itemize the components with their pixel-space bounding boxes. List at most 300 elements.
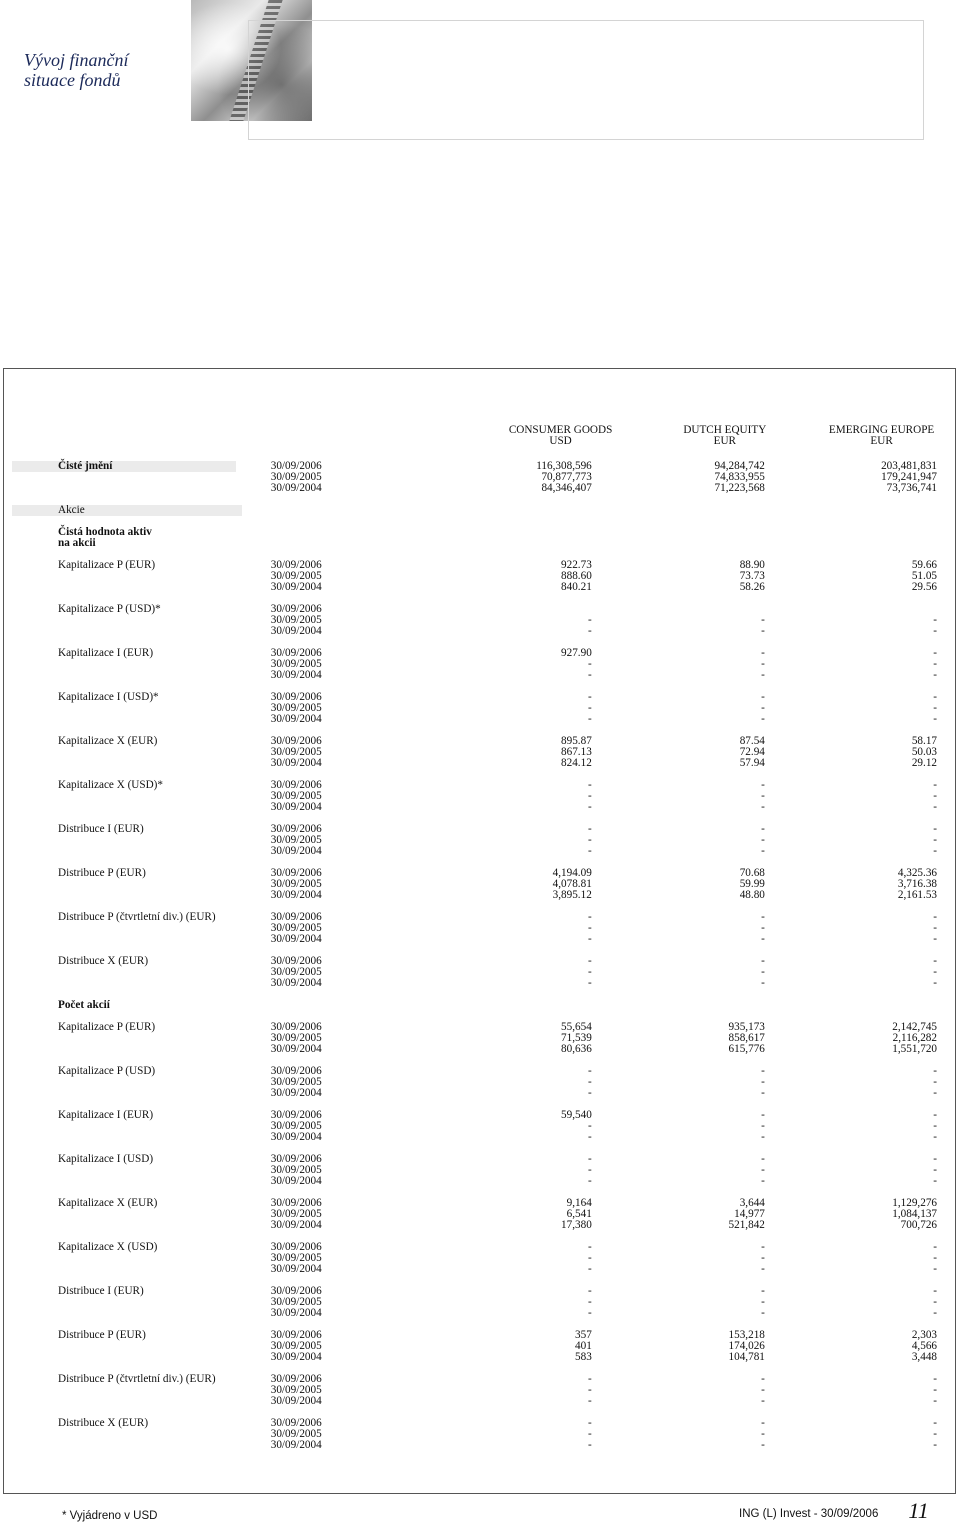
value-cell: 1,084,137 xyxy=(892,1208,937,1220)
page-title-line2: situace fondů xyxy=(24,70,121,90)
table-row xyxy=(12,1374,937,1385)
table-row xyxy=(12,868,937,879)
date-cell: 30/09/2005 xyxy=(270,658,322,670)
value-cell: - xyxy=(933,1307,937,1319)
value-cell: - xyxy=(933,669,937,681)
table-row xyxy=(12,747,937,758)
date-cell: 30/09/2004 xyxy=(270,757,322,769)
value-cell: - xyxy=(933,955,937,967)
value-cell: - xyxy=(761,1109,765,1121)
date-cell: 30/09/2006 xyxy=(270,1329,322,1341)
date-cell: 30/09/2004 xyxy=(270,801,322,813)
value-cell: 4,325.36 xyxy=(897,867,937,879)
value-cell: 4,194.09 xyxy=(552,867,592,879)
value-cell: - xyxy=(588,933,592,945)
value-cell: 57.94 xyxy=(739,757,765,769)
date-cell: 30/09/2006 xyxy=(270,867,322,879)
value-cell: 9,164 xyxy=(566,1197,592,1209)
value-cell: - xyxy=(761,955,765,967)
table-row xyxy=(12,604,937,615)
value-cell: - xyxy=(588,1131,592,1143)
table-row xyxy=(12,1088,937,1099)
date-cell: 30/09/2005 xyxy=(270,1164,322,1176)
row-label: Distribuce P (čtvrtletní div.) (EUR) xyxy=(58,911,216,923)
value-cell: 840.21 xyxy=(561,581,592,593)
value-cell: - xyxy=(933,1384,937,1396)
value-cell: - xyxy=(588,1428,592,1440)
value-cell: - xyxy=(761,1065,765,1077)
value-cell: 59.99 xyxy=(739,878,765,890)
value-cell: - xyxy=(588,911,592,923)
value-cell: 17,380 xyxy=(561,1219,592,1231)
value-cell: - xyxy=(933,1252,937,1264)
value-cell: - xyxy=(933,1263,937,1275)
column-header: EMERGING EUROPE xyxy=(828,424,935,436)
table-row xyxy=(12,1077,937,1088)
value-cell: 80,636 xyxy=(561,1043,592,1055)
value-cell: 59,540 xyxy=(561,1109,592,1121)
value-cell: 3,716.38 xyxy=(897,878,937,890)
value-cell: - xyxy=(933,625,937,637)
value-cell: - xyxy=(588,1263,592,1275)
date-cell: 30/09/2004 xyxy=(270,977,322,989)
value-cell: 6,541 xyxy=(566,1208,592,1220)
value-cell: 84,346,407 xyxy=(541,482,592,494)
value-cell: - xyxy=(933,779,937,791)
value-cell: - xyxy=(588,977,592,989)
value-cell: - xyxy=(588,1241,592,1253)
value-cell: - xyxy=(588,1395,592,1407)
value-cell: - xyxy=(933,823,937,835)
count-section xyxy=(12,1022,937,1451)
column-currency: USD xyxy=(549,435,572,447)
value-cell: - xyxy=(933,1439,937,1451)
value-cell: - xyxy=(761,1263,765,1275)
date-cell: 30/09/2004 xyxy=(270,1175,322,1187)
date-cell: 30/09/2004 xyxy=(270,669,322,681)
date-cell: 30/09/2004 xyxy=(270,1219,322,1231)
table-row xyxy=(12,1308,937,1319)
row-label: Kapitalizace X (EUR) xyxy=(58,735,158,747)
value-cell: 29.56 xyxy=(911,581,937,593)
value-cell: - xyxy=(933,1087,937,1099)
table-row xyxy=(12,472,937,483)
date-cell: 30/09/2004 xyxy=(270,625,322,637)
table-row xyxy=(12,1132,937,1143)
value-cell: - xyxy=(761,1296,765,1308)
table-row xyxy=(12,626,937,637)
value-cell: 1,551,720 xyxy=(892,1043,937,1055)
count-label: Počet akcií xyxy=(58,999,110,1011)
value-cell: 73,736,741 xyxy=(886,482,937,494)
date-cell: 30/09/2004 xyxy=(270,1351,322,1363)
value-cell: - xyxy=(933,658,937,670)
value-cell: - xyxy=(761,834,765,846)
value-cell xyxy=(592,604,765,615)
value-cell: - xyxy=(761,1373,765,1385)
value-cell: - xyxy=(761,779,765,791)
value-cell: - xyxy=(933,801,937,813)
value-cell: - xyxy=(588,1164,592,1176)
table-row xyxy=(12,692,937,703)
value-cell: - xyxy=(761,845,765,857)
value-cell xyxy=(765,604,937,615)
column-header: DUTCH EQUITY xyxy=(683,424,767,436)
date-cell: 30/09/2005 xyxy=(270,1252,322,1264)
value-cell: - xyxy=(588,922,592,934)
table-row xyxy=(12,1066,937,1077)
value-cell: 357 xyxy=(575,1329,592,1341)
value-cell: 153,218 xyxy=(728,1329,765,1341)
value-cell: - xyxy=(761,790,765,802)
date-cell: 30/09/2006 xyxy=(270,735,322,747)
value-cell: 4,078.81 xyxy=(552,878,592,890)
value-cell: 73.73 xyxy=(739,570,765,582)
date-cell: 30/09/2006 xyxy=(270,1241,322,1253)
count-heading xyxy=(12,1000,937,1011)
header-box xyxy=(248,20,924,140)
footnote: * Vyjádreno v USD xyxy=(62,1510,158,1522)
value-cell: - xyxy=(761,1439,765,1451)
date-cell: 30/09/2005 xyxy=(270,1120,322,1132)
value-cell: - xyxy=(588,658,592,670)
date-cell: 30/09/2005 xyxy=(270,570,322,582)
value-cell: 29.12 xyxy=(911,757,937,769)
table-row xyxy=(12,1341,937,1352)
value-cell: 203,481,831 xyxy=(881,460,937,472)
table-row xyxy=(12,714,937,725)
value-cell: 867.13 xyxy=(561,746,592,758)
value-cell: - xyxy=(933,647,937,659)
value-cell: - xyxy=(588,1252,592,1264)
table-row xyxy=(12,659,937,670)
date-cell: 30/09/2004 xyxy=(270,1043,322,1055)
table-row xyxy=(12,615,937,626)
value-cell: - xyxy=(588,1175,592,1187)
column-header: CONSUMER GOODS xyxy=(508,424,613,436)
value-cell: - xyxy=(761,1164,765,1176)
table-row xyxy=(12,1220,937,1231)
value-cell: - xyxy=(588,1439,592,1451)
date-cell: 30/09/2004 xyxy=(270,1087,322,1099)
table-row xyxy=(12,824,937,835)
value-cell: - xyxy=(933,1241,937,1253)
value-cell: - xyxy=(761,702,765,714)
value-cell: 4,566 xyxy=(911,1340,937,1352)
value-cell: 55,654 xyxy=(561,1021,592,1033)
table-row xyxy=(12,912,937,923)
shares-label: Akcie xyxy=(12,505,242,516)
column-header-names xyxy=(12,425,937,436)
value-cell: - xyxy=(933,1076,937,1088)
row-label: Kapitalizace I (EUR) xyxy=(58,647,154,659)
value-cell: - xyxy=(933,790,937,802)
value-cell: - xyxy=(933,1285,937,1297)
value-cell: - xyxy=(588,669,592,681)
table-row xyxy=(12,461,937,472)
table-row xyxy=(12,1121,937,1132)
value-cell: 2,116,282 xyxy=(892,1032,937,1044)
date-cell: 30/09/2005 xyxy=(270,702,322,714)
table-row xyxy=(12,1330,937,1341)
value-cell: - xyxy=(588,801,592,813)
value-cell: 700,726 xyxy=(900,1219,937,1231)
value-cell: - xyxy=(933,1373,937,1385)
page-number: 11 xyxy=(908,1498,929,1523)
value-cell: - xyxy=(761,1252,765,1264)
value-cell: - xyxy=(933,977,937,989)
value-cell: - xyxy=(761,1175,765,1187)
value-cell: 3,895.12 xyxy=(552,889,592,901)
table-row xyxy=(12,1198,937,1209)
value-cell: 927.90 xyxy=(561,647,592,659)
table-row xyxy=(12,736,937,747)
value-cell: 935,173 xyxy=(728,1021,765,1033)
date-cell: 30/09/2006 xyxy=(270,1109,322,1121)
value-cell: - xyxy=(933,1296,937,1308)
fund-table xyxy=(12,425,937,1451)
page-title-line1: Vývoj finanční xyxy=(24,50,129,70)
table-row xyxy=(12,791,937,802)
table-row xyxy=(12,846,937,857)
date-cell: 30/09/2006 xyxy=(270,1417,322,1429)
value-cell: 104,781 xyxy=(728,1351,765,1363)
value-cell: 71,223,568 xyxy=(714,482,765,494)
table-row xyxy=(12,923,937,934)
table-row xyxy=(12,1440,937,1451)
table-row xyxy=(12,1033,937,1044)
table-row xyxy=(12,1209,937,1220)
date-cell: 30/09/2006 xyxy=(270,1065,322,1077)
table-row xyxy=(12,835,937,846)
date-cell: 30/09/2005 xyxy=(270,1428,322,1440)
row-label: Kapitalizace P (EUR) xyxy=(58,1021,156,1033)
value-cell: - xyxy=(933,691,937,703)
table-row xyxy=(12,780,937,791)
table-row xyxy=(12,1264,937,1275)
value-cell: - xyxy=(761,625,765,637)
value-cell: - xyxy=(588,1076,592,1088)
value-cell: - xyxy=(761,911,765,923)
row-label: Kapitalizace X (USD)* xyxy=(58,779,163,791)
value-cell: - xyxy=(933,1164,937,1176)
value-cell: 174,026 xyxy=(728,1340,765,1352)
table-row xyxy=(12,1286,937,1297)
column-header-currencies xyxy=(12,436,937,447)
date-cell: 30/09/2004 xyxy=(270,581,322,593)
value-cell: - xyxy=(933,1131,937,1143)
footer-text: ING (L) Invest - 30/09/2006 xyxy=(739,1508,879,1520)
date-cell: 30/09/2006 xyxy=(270,559,322,571)
value-cell: - xyxy=(761,1307,765,1319)
value-cell: 401 xyxy=(575,1340,592,1352)
value-cell: - xyxy=(933,922,937,934)
date-cell: 30/09/2004 xyxy=(270,713,322,725)
value-cell: - xyxy=(933,911,937,923)
table-row xyxy=(12,1253,937,1264)
table-row xyxy=(12,967,937,978)
value-cell: - xyxy=(761,614,765,626)
value-cell: - xyxy=(761,1131,765,1143)
value-cell xyxy=(338,604,591,615)
net-assets-section xyxy=(12,461,937,494)
date-cell: 30/09/2006 xyxy=(270,603,322,615)
table-row xyxy=(12,571,937,582)
value-cell: - xyxy=(588,845,592,857)
value-cell: - xyxy=(761,823,765,835)
value-cell: - xyxy=(761,658,765,670)
value-cell: - xyxy=(933,614,937,626)
value-cell: - xyxy=(761,977,765,989)
value-cell: 615,776 xyxy=(728,1043,765,1055)
date-cell: 30/09/2006 xyxy=(270,779,322,791)
value-cell: - xyxy=(933,1065,937,1077)
table-row xyxy=(12,560,937,571)
date-cell: 30/09/2004 xyxy=(270,845,322,857)
row-label: Distribuce P (EUR) xyxy=(58,867,146,879)
value-cell: - xyxy=(761,1428,765,1440)
value-cell: - xyxy=(588,834,592,846)
date-cell: 30/09/2005 xyxy=(270,1296,322,1308)
value-cell: 2,303 xyxy=(911,1329,937,1341)
value-cell: 51.05 xyxy=(911,570,937,582)
table-row xyxy=(12,1022,937,1033)
value-cell: 72.94 xyxy=(739,746,765,758)
value-cell: - xyxy=(933,1120,937,1132)
value-cell: 59.66 xyxy=(911,559,937,571)
value-cell: 2,161.53 xyxy=(897,889,937,901)
table-row xyxy=(12,1418,937,1429)
date-cell: 30/09/2005 xyxy=(270,1384,322,1396)
value-cell: - xyxy=(588,625,592,637)
table-row xyxy=(12,1110,937,1121)
date-cell: 30/09/2005 xyxy=(270,1076,322,1088)
value-cell: - xyxy=(761,1417,765,1429)
page-footer xyxy=(739,1500,929,1522)
value-cell: - xyxy=(588,1153,592,1165)
row-label: Distribuce I (EUR) xyxy=(58,823,144,835)
table-row xyxy=(12,1352,937,1363)
value-cell: - xyxy=(588,1384,592,1396)
date-cell: 30/09/2006 xyxy=(270,1285,322,1297)
row-label: Distribuce P (čtvrtletní div.) (EUR) xyxy=(58,1373,216,1385)
value-cell: 58.26 xyxy=(739,581,765,593)
value-cell: 858,617 xyxy=(728,1032,765,1044)
value-cell: 116,308,596 xyxy=(536,460,592,472)
table-row xyxy=(12,1429,937,1440)
value-cell: 58.17 xyxy=(911,735,937,747)
table-row xyxy=(12,1165,937,1176)
value-cell: - xyxy=(588,1373,592,1385)
date-cell: 30/09/2006 xyxy=(270,955,322,967)
value-cell: - xyxy=(761,966,765,978)
table-row xyxy=(12,670,937,681)
date-cell: 30/09/2005 xyxy=(270,922,322,934)
value-cell: 922.73 xyxy=(561,559,592,571)
value-cell: - xyxy=(933,1417,937,1429)
table-row xyxy=(12,1176,937,1187)
value-cell: - xyxy=(761,1241,765,1253)
value-cell: - xyxy=(933,713,937,725)
value-cell: - xyxy=(588,1417,592,1429)
value-cell: - xyxy=(761,1153,765,1165)
date-cell: 30/09/2004 xyxy=(270,1395,322,1407)
value-cell: - xyxy=(761,713,765,725)
value-cell: - xyxy=(588,702,592,714)
date-cell: 30/09/2005 xyxy=(270,746,322,758)
value-cell: - xyxy=(933,1428,937,1440)
value-cell: - xyxy=(933,933,937,945)
row-label: Kapitalizace P (USD)* xyxy=(58,603,161,615)
value-cell: - xyxy=(761,801,765,813)
row-label: Čisté jmění xyxy=(12,461,236,472)
row-label: Kapitalizace P (EUR) xyxy=(58,559,156,571)
table-row xyxy=(12,758,937,769)
date-cell: 30/09/2006 xyxy=(270,691,322,703)
value-cell: 71,539 xyxy=(561,1032,592,1044)
value-cell: 179,241,947 xyxy=(881,471,937,483)
date-cell: 30/09/2004 xyxy=(270,1131,322,1143)
table-row xyxy=(12,582,937,593)
value-cell: - xyxy=(588,1065,592,1077)
nav-label-line1: Čistá hodnota aktiv xyxy=(58,526,152,538)
value-cell: - xyxy=(933,1175,937,1187)
row-label: Distribuce I (EUR) xyxy=(58,1285,144,1297)
table-row xyxy=(12,802,937,813)
value-cell: 14,977 xyxy=(734,1208,765,1220)
value-cell: - xyxy=(588,614,592,626)
date-cell: 30/09/2006 xyxy=(270,823,322,835)
row-label: Kapitalizace X (USD) xyxy=(58,1241,158,1253)
row-label: Kapitalizace I (EUR) xyxy=(58,1109,154,1121)
value-cell: - xyxy=(588,713,592,725)
date-cell: 30/09/2005 xyxy=(270,790,322,802)
value-cell: - xyxy=(933,702,937,714)
value-cell: - xyxy=(761,933,765,945)
value-cell: 94,284,742 xyxy=(714,460,765,472)
value-cell: - xyxy=(588,1307,592,1319)
date-cell: 30/09/2006 xyxy=(270,460,322,472)
value-cell: - xyxy=(933,1153,937,1165)
value-cell: - xyxy=(588,823,592,835)
value-cell: 70.68 xyxy=(739,867,765,879)
nav-heading xyxy=(12,538,937,549)
value-cell: 3,644 xyxy=(739,1197,765,1209)
value-cell: 888.60 xyxy=(561,570,592,582)
nav-section xyxy=(12,560,937,1000)
value-cell: - xyxy=(761,1395,765,1407)
value-cell: - xyxy=(588,1087,592,1099)
value-cell: 3,448 xyxy=(911,1351,937,1363)
row-label: Kapitalizace I (USD)* xyxy=(58,691,159,703)
value-cell: - xyxy=(588,966,592,978)
value-cell: - xyxy=(588,1120,592,1132)
date-cell: 30/09/2004 xyxy=(270,1439,322,1451)
date-cell: 30/09/2005 xyxy=(270,471,322,483)
date-cell: 30/09/2006 xyxy=(270,647,322,659)
date-cell: 30/09/2004 xyxy=(270,1307,322,1319)
value-cell: - xyxy=(588,1296,592,1308)
page-title xyxy=(24,50,174,90)
table-row xyxy=(12,1396,937,1407)
date-cell: 30/09/2004 xyxy=(270,1263,322,1275)
table-row xyxy=(12,1297,937,1308)
table-row xyxy=(12,879,937,890)
date-cell: 30/09/2006 xyxy=(270,1153,322,1165)
date-cell: 30/09/2005 xyxy=(270,966,322,978)
value-cell: - xyxy=(761,647,765,659)
value-cell: - xyxy=(761,1087,765,1099)
